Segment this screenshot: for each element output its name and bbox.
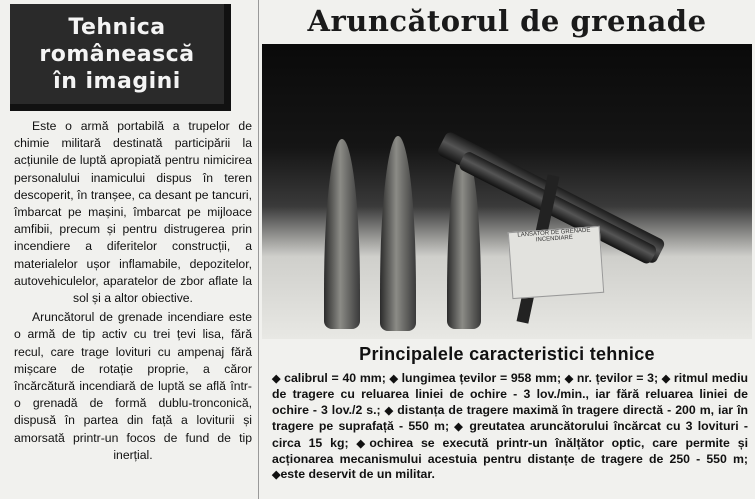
specs-title: Principalele caracteristici tehnice <box>359 344 655 364</box>
spec-item: este deservit de un militar. <box>280 467 435 482</box>
article-paragraph-1: Este o armă portabilă a trupelor de chimie militară destinată participării la acțiunile de luptă apropiată pentru nimicirea personalului inamicului dispus în teren descoperit, în tranșee, ca desant pe tancuri, îmbarcat pe mașini, îmbarcat pe mijloace amfibii, precum și pentru distrugerea prin incendiere a diferitelor construcții, a materialelor ușor inflamabile, depozitelor, autovehiculelor, aparatelor de zbor aflate la sol și a altor obiective. <box>14 119 252 306</box>
bullet-diamond-icon: ◆ <box>661 373 674 385</box>
bullet-diamond-icon: ◆ <box>272 469 281 482</box>
spec-item: ochirea se execută printr-un înălțător optic, care permite și acționarea mecanismului acestuia pentru distanțe de tragere de 250 - 550 m; <box>272 435 748 467</box>
ammo-box-label: LANSATOR DE GRENADE INCENDIARE <box>517 227 591 244</box>
spec-item: greutatea aruncătorului încărcat cu 3 lovituri - circa 15 kg; <box>272 419 749 450</box>
specs-list <box>272 371 748 484</box>
spec-item: distanța de tragere maximă în tragere directă - 200 m, iar în tragere pe suprafață - 550 m; <box>272 402 748 434</box>
grenade-shape-1 <box>324 139 360 329</box>
bullet-diamond-icon: ◆ <box>384 404 398 417</box>
article-body <box>14 118 252 464</box>
grenade-shape-2 <box>380 136 416 331</box>
weapon-photo <box>262 44 752 339</box>
spec-item: lungimea țevilor = 958 mm; <box>401 371 562 385</box>
spec-item: calibrul = 40 mm; <box>284 371 386 385</box>
bullet-diamond-icon: ◆ <box>564 373 577 385</box>
spec-item: nr. țevilor = 3; <box>576 371 659 385</box>
section-kicker: Tehnica românească în imagini <box>39 14 195 94</box>
spec-item: ritmul mediu de tragere cu reluarea liniei de ochire - 3 lov./min., iar fără reluarea liniei de ochire - 3 lov./2 s.; <box>272 371 748 417</box>
bullet-diamond-icon: ◆ <box>272 373 285 385</box>
headline-line-1: Aruncătorul de grenade <box>307 4 707 38</box>
bullet-diamond-icon: ◆ <box>356 437 370 450</box>
bullet-diamond-icon: ◆ <box>454 421 470 434</box>
section-kicker-box <box>10 4 231 111</box>
article-paragraph-2: Aruncătorul de grenade incendiare este o armă de tip activ cu trei țevi lisa, fără recul, care trage lovituri cu ampenaj fără mișcare de rotație proprie, a căror încărcătură incendiară de luptă se află într-o grenadă de formă dublu-tronconică, dispusă în partea din față a loviturii și amorsată printr-un focos de fund de tip inerțial. <box>14 310 252 462</box>
ammo-box <box>508 226 604 299</box>
bullet-diamond-icon: ◆ <box>389 373 402 385</box>
column-divider <box>258 0 259 499</box>
